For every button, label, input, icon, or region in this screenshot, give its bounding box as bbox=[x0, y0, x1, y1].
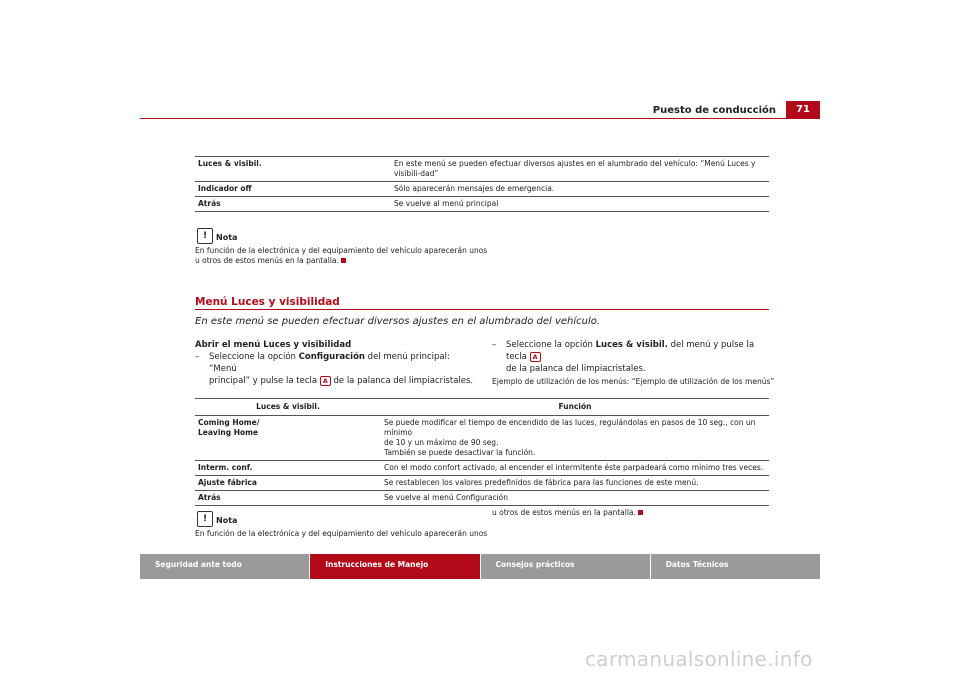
footer-nav bbox=[140, 554, 820, 579]
table-value: En este menú se pueden efectuar diversos ajustes en el alumbrado del vehículo: “Menú Luces y visibili-dad” bbox=[391, 157, 769, 182]
table-key: Coming Home/ Leaving Home bbox=[195, 416, 381, 461]
procedure-step: – Seleccione la opción Configuración del menú principal: “Menú principal” y pulse la tecla A de la palanca del limpiacristales. bbox=[195, 352, 474, 386]
page-header-title: Puesto de conducción bbox=[652, 105, 776, 116]
section-divider bbox=[195, 309, 769, 310]
table-key: Interm. conf. bbox=[195, 461, 381, 476]
table-key: Atrás bbox=[195, 197, 391, 212]
footer-tab-consejos[interactable]: Consejos prácticos bbox=[481, 554, 650, 579]
lever-key-a: A bbox=[320, 376, 331, 386]
table-row bbox=[195, 182, 769, 197]
table-value: Se puede modificar el tiempo de encendido de las luces, regulándolas en pasos de 10 seg., con un mínimo de 10 y un máximo de 90 seg. También se puede desactivar la función. bbox=[381, 416, 769, 461]
note-icon: ! bbox=[197, 511, 213, 527]
table-row bbox=[195, 416, 769, 461]
table-row bbox=[195, 461, 769, 476]
table-row bbox=[195, 491, 769, 506]
header-divider bbox=[140, 118, 820, 119]
table-row bbox=[195, 157, 769, 182]
note-label: Nota bbox=[216, 516, 238, 525]
column-header: Luces & visibil. bbox=[195, 399, 381, 416]
note-text-continued: u otros de estos menús en la pantalla. bbox=[492, 508, 782, 518]
end-mark-icon bbox=[341, 258, 346, 263]
table-value: Se restablecen los valores predefinidos de fábrica para las funciones de este menú. bbox=[381, 476, 769, 491]
section-title: Menú Luces y visibilidad bbox=[195, 296, 340, 308]
end-mark-icon bbox=[638, 510, 643, 515]
footer-tab-datos[interactable]: Datos Técnicos bbox=[651, 554, 820, 579]
example-reference: Ejemplo de utilización de los menús: “Ejemplo de utilización de los menús” bbox=[492, 377, 775, 386]
table-key: Indicador off bbox=[195, 182, 391, 197]
table-value: Con el modo confort activado, al encender el intermitente éste parpadeará como mínimo tres veces. bbox=[381, 461, 769, 476]
right-column bbox=[492, 339, 777, 375]
note-icon: ! bbox=[197, 228, 213, 244]
note-text: En función de la electrónica y del equipamiento del vehículo aparecerán unos u otros de estos menús en la pantalla. bbox=[195, 246, 488, 265]
table-key: Ajuste fábrica bbox=[195, 476, 381, 491]
note-text: En función de la electrónica y del equipamiento del vehículo aparecerán unos bbox=[195, 529, 488, 538]
table-value: Se vuelve al menú Configuración bbox=[381, 491, 769, 506]
table-value: Sólo aparecerán mensajes de emergencia. bbox=[391, 182, 769, 197]
table-row bbox=[195, 197, 769, 212]
footer-tab-instrucciones[interactable]: Instrucciones de Manejo bbox=[310, 554, 479, 579]
table-key: Luces & visibil. bbox=[195, 157, 391, 182]
table-header-row bbox=[195, 399, 769, 416]
procedure-step: – Seleccione la opción Luces & visibil. del menú y pulse la tecla A de la palanca del limpiacristales. bbox=[492, 340, 755, 374]
function-table bbox=[195, 398, 769, 506]
watermark: carmanualsonline.info bbox=[585, 647, 813, 671]
section-subtitle: En este menú se pueden efectuar diversos ajustes en el alumbrado del vehículo. bbox=[195, 316, 601, 327]
note-label: Nota bbox=[216, 233, 238, 242]
table-value: Se vuelve al menú principal bbox=[391, 197, 769, 212]
menu-options-table bbox=[195, 156, 769, 212]
procedure-heading: Abrir el menú Luces y visibilidad bbox=[195, 340, 352, 350]
column-header: Función bbox=[381, 399, 769, 416]
page-number: 71 bbox=[786, 101, 820, 119]
lever-key-a: A bbox=[530, 352, 541, 362]
table-key: Atrás bbox=[195, 491, 381, 506]
left-column bbox=[195, 339, 480, 387]
footer-tab-seguridad[interactable]: Seguridad ante todo bbox=[140, 554, 309, 579]
table-row bbox=[195, 476, 769, 491]
